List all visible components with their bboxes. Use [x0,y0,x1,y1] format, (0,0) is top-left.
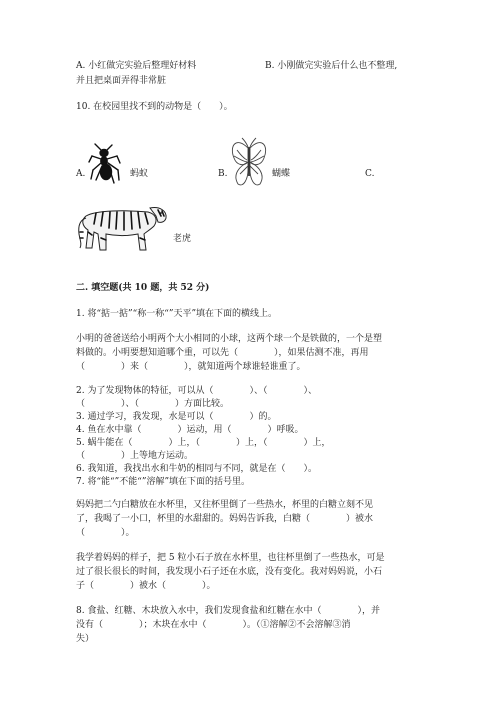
q10-option-c-label: C. [365,169,375,179]
q7-stem: 7. 将“能“”不能“”溶解”填在下面的括号里。 [76,477,251,487]
q9-option-a-line1: A. 小红做完实验后整理好材料 [76,61,197,71]
q7-paragraph1-line2: 了，我喝了一小口，杯里的水甜甜的。妈妈告诉我，白糖（ ）被水 [76,514,374,524]
q10-option-a-label: A. [76,169,86,179]
tiger-image [76,202,172,254]
q8-line3: 失） [76,634,95,644]
q1-paragraph-line3: （ ）来（ ），就知道两个球谁轻谁重了。 [76,362,306,372]
butterfly-name: 蝴蝶 [272,169,291,179]
q2-line1: 2. 为了发现物体的特征，可以从（ ）、（ ）、 [76,386,317,396]
ant-image [86,142,126,188]
q4: 4. 鱼在水中靠（ ）运动，用（ ）呼吸。 [76,425,304,435]
q8-line2: 没有（ ）；木块在水中（ ）。（①溶解②不会溶解③消 [76,620,351,630]
q10-option-b-label: B. [218,169,228,179]
q10-stem: 10. 在校园里找不到的动物是（ ）。 [76,102,233,112]
q9-option-a-line2: 并且把桌面弄得非常脏 [76,76,167,86]
q7-paragraph2-line2: 过了很长很长的时间，我发现小石子还在水底，没有变化。我对妈妈说，小石 [76,567,383,577]
q7-paragraph1-line3: （ ）。 [76,528,135,538]
q8-line1: 8. 食盐、红糖、木块放入水中，我们发现食盐和红糖在水中（ ），并 [76,606,380,616]
butterfly-image [228,136,270,188]
q1-stem: 1. 将“掂一掂”“称一称“”天平”填在下面的横线上。 [76,309,278,319]
q1-paragraph-line1: 小明的爸爸送给小明两个大小相同的小球，这两个球一个是铁做的，一个是塑 [76,334,383,344]
q5-line2: （ ）上等地方运动。 [76,451,194,461]
q9-option-b-line1: B. 小刚做完实验后什么也不整理, [265,61,398,71]
q7-paragraph2-line3: 子（ ）被水（ ）。 [76,581,216,591]
q5-line1: 5. 蜗牛能在（ ）上，（ ）上，（ ）上， [76,438,331,448]
q2-line2: （ ）、（ ）方面比较。 [76,399,230,409]
q1-paragraph-line2: 料做的。小明要想知道哪个重，可以先（ ），如果估测不准，再用 [76,348,369,358]
tiger-name: 老虎 [173,234,192,244]
q6: 6. 我知道，我找出水和牛奶的相同与不同，就是在（ ）。 [76,464,317,474]
q7-paragraph1-line1: 妈妈把二勺白糖放在水杯里，又往杯里倒了一些热水，杯里的白糖立刻不见 [76,500,374,510]
q7-paragraph2-line1: 我学着妈妈的样子，把 5 粒小石子放在水杯里，也往杯里倒了一些热水，可是 [76,553,385,563]
section-heading: 二. 填空题(共 10 题，共 52 分) [76,283,210,293]
ant-name: 蚂蚁 [130,169,149,179]
q3: 3. 通过学习，我发现，水是可以（ ）的。 [76,412,277,422]
